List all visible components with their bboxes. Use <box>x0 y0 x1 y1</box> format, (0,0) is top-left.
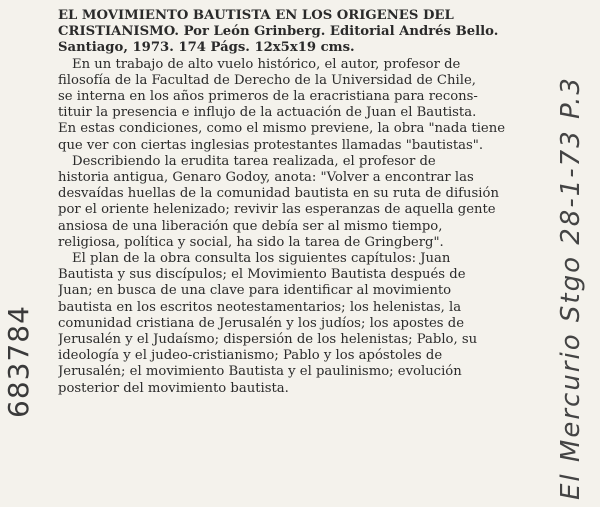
handwritten-archive-number: 683784 <box>2 305 35 418</box>
header-line-2: CRISTIANISMO. Por León Grinberg. Editorial Andrés Bello. <box>58 24 499 40</box>
handwritten-source-note: El Mercurio Stgo 28-1-73 P.3 <box>556 76 586 500</box>
newspaper-clipping <box>58 8 558 397</box>
header-line-1: EL MOVIMIENTO BAUTISTA EN LOS ORIGENES DEL <box>58 8 454 23</box>
text-line: por el oriente helenizado; revivir las esperanzas de aquella gente <box>58 202 496 218</box>
text-line: Describiendo la erudita tarea realizada, el profesor de <box>72 153 436 169</box>
text-line: bautista en los escritos neotestamentarios; los helenistas, la <box>58 299 462 315</box>
text-line: comunidad cristiana de Jerusalén y los judíos; los apostes de <box>58 315 465 331</box>
text-line: posterior del movimiento bautista. <box>58 380 289 396</box>
paragraph-3 <box>58 251 558 397</box>
text-line: Jerusalén y el Judaísmo; dispersión de los helenistas; Pablo, su <box>58 332 478 348</box>
text-line: ansiosa de una liberación que debía ser al mismo tiempo, <box>58 218 443 234</box>
text-line: Juan; en busca de una clave para identificar al movimiento <box>58 283 452 299</box>
text-line: se interna en los años primeros de la eracristiana para recons- <box>58 89 478 105</box>
paragraph-1 <box>58 57 558 154</box>
book-header <box>58 8 558 57</box>
text-line: tituir la presencia e influjo de la actuación de Juan el Bautista. <box>58 105 477 121</box>
paragraph-2 <box>58 154 558 251</box>
text-line: En estas condiciones, como el mismo previene, la obra "nada tiene <box>58 121 506 137</box>
header-line-3: Santiago, 1973. 174 Págs. 12x5x19 cms. <box>58 40 355 56</box>
text-line: Jerusalén; el movimiento Bautista y el paulinismo; evolución <box>58 364 462 380</box>
text-line: desvaídas huellas de la comunidad bautista en su ruta de difusión <box>58 186 499 202</box>
text-line: religiosa, política y social, ha sido la tarea de Gringberg". <box>58 234 444 250</box>
text-line: historia antigua, Genaro Godoy, anota: "Volver a encontrar las <box>58 170 474 186</box>
text-line: que ver con ciertas inglesias protestantes llamadas "bautistas". <box>58 137 484 153</box>
text-line: filosofía de la Facultad de Derecho de la Universidad de Chile, <box>58 72 476 88</box>
text-line: Bautista y sus discípulos; el Movimiento Bautista después de <box>58 267 466 283</box>
text-line: En un trabajo de alto vuelo histórico, el autor, profesor de <box>72 56 461 72</box>
text-line: El plan de la obra consulta los siguientes capítulos: Juan <box>72 251 451 267</box>
text-line: ideología y el judeo-cristianismo; Pablo y los apóstoles de <box>58 348 443 364</box>
